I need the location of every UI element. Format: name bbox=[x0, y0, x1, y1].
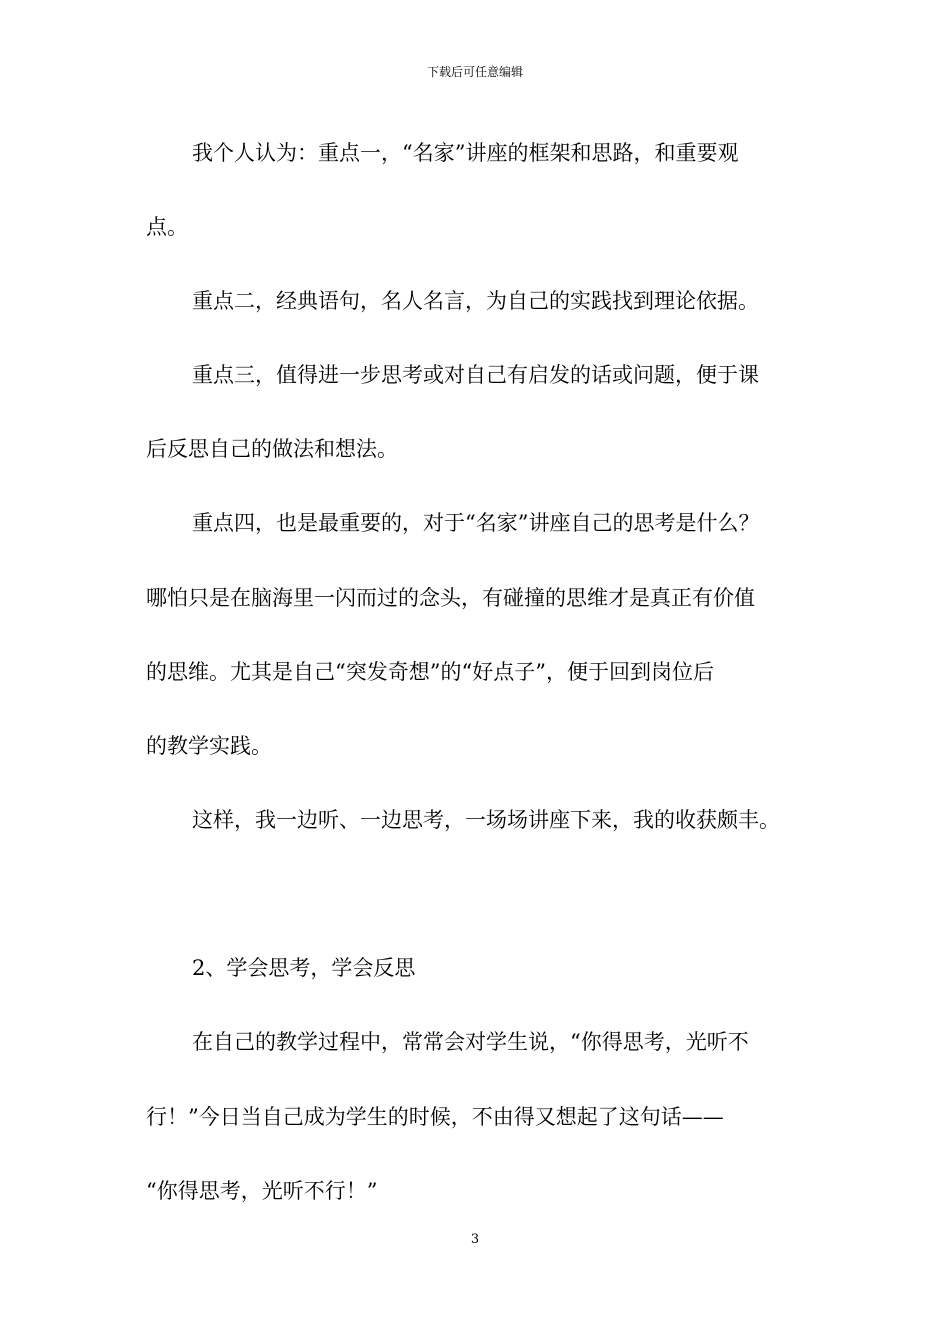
paragraph-line: 重点二，经典语句，名人名言，为自己的实践找到理论依据。 bbox=[192, 289, 759, 313]
paragraph-line: 的教学实践。 bbox=[146, 734, 272, 758]
paragraph-line: 哪怕只是在脑海里一闪而过的念头，有碰撞的思维才是真正有价值 bbox=[146, 586, 755, 610]
paragraph-line: 我个人认为：重点一，“名家”讲座的框架和思路，和重要观 bbox=[192, 141, 739, 165]
paragraph-line: 重点四，也是最重要的，对于“名家”讲座自己的思考是什么？ bbox=[192, 511, 760, 535]
page-header: 下载后可任意编辑 bbox=[426, 65, 523, 79]
paragraph-line: “你得思考，光听不行！” bbox=[146, 1179, 378, 1203]
paragraph-line: 在自己的教学过程中，常常会对学生说，“你得思考，光听不 bbox=[192, 1030, 749, 1054]
paragraph-line: 这样，我一边听、一边思考，一场场讲座下来，我的收获颇丰。 bbox=[192, 808, 780, 832]
paragraph-line: 重点三，值得进一步思考或对自己有启发的话或问题，便于课 bbox=[192, 363, 759, 387]
paragraph-line: 点。 bbox=[146, 215, 188, 239]
paragraph-line: 的思维。尤其是自己“突发奇想”的“好点子”，便于回到岗位后 bbox=[146, 660, 714, 684]
paragraph-line: 行！”今日当自己成为学生的时候，不由得又想起了这句话—— bbox=[146, 1105, 724, 1129]
page-number: 3 bbox=[470, 1232, 480, 1247]
section-heading: 2、学会思考，学会反思 bbox=[192, 956, 416, 980]
paragraph-line: 后反思自己的做法和想法。 bbox=[146, 437, 398, 461]
